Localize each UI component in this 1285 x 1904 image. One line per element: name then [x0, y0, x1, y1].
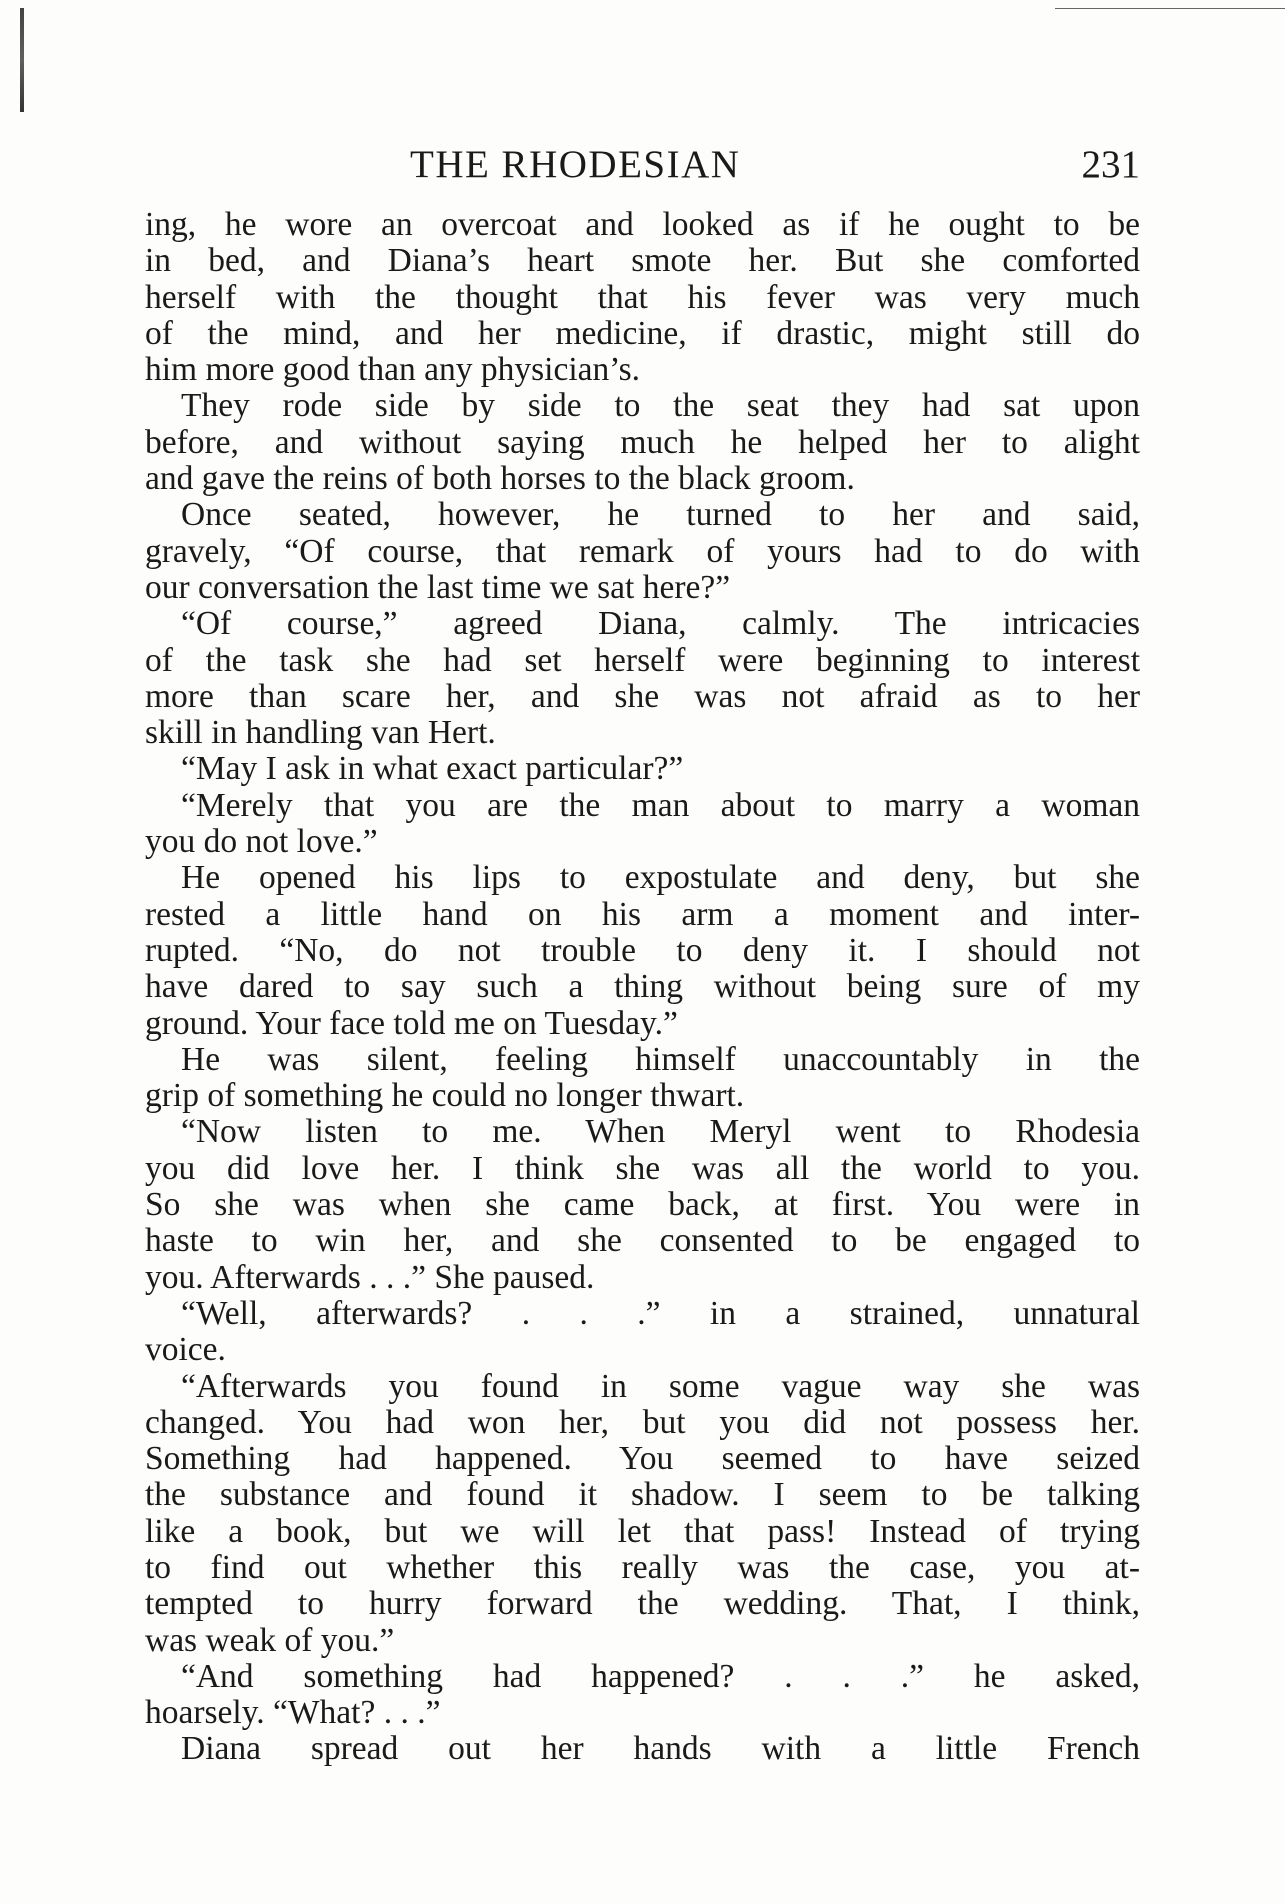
text-line: voice. [145, 1331, 226, 1369]
text-line: rested a little hand on his arm a moment and inter- [145, 895, 1140, 933]
text-line: you do not love.” [145, 823, 378, 861]
text-line: and gave the reins of both horses to the black groom. [145, 460, 855, 498]
text-line: “Afterwards you found in some vague way she was [181, 1367, 1140, 1405]
text-line: grip of something he could no longer thwart. [145, 1077, 745, 1115]
text-line: skill in handling van Hert. [145, 714, 496, 752]
text-line: the substance and found it shadow. I seem to be talking [145, 1476, 1140, 1514]
text-line: Something had happened. You seemed to have seized [145, 1440, 1140, 1478]
text-line: have dared to say such a thing without being sure of my [145, 968, 1140, 1006]
text-line: rupted. “No, do not trouble to deny it. I should not [145, 931, 1140, 969]
text-line: “Of course,” agreed Diana, calmly. The intricacies [181, 605, 1140, 643]
text-line: “Now listen to me. When Meryl went to Rhodesia [181, 1113, 1140, 1151]
scan-binding-edge [20, 8, 24, 112]
text-line: He was silent, feeling himself unaccountably in the [181, 1040, 1140, 1078]
text-line: “And something had happened? . . .” he asked, [181, 1657, 1140, 1695]
text-line: “Well, afterwards? . . .” in a strained, unnatural [181, 1294, 1140, 1332]
text-line: Diana spread out her hands with a little French [181, 1730, 1140, 1768]
text-line: haste to win her, and she consented to be engaged to [145, 1222, 1140, 1260]
page-number: 231 [1081, 143, 1140, 186]
text-line: “Merely that you are the man about to marry a woman [181, 786, 1140, 824]
text-line: So she was when she came back, at first. You were in [145, 1186, 1140, 1224]
body-text [145, 207, 1140, 1768]
text-line: They rode side by side to the seat they had sat upon [181, 387, 1140, 425]
running-title: THE RHODESIAN [410, 143, 741, 186]
text-line: ground. Your face told me on Tuesday.” [145, 1004, 678, 1042]
page-header [140, 140, 1140, 190]
text-line: ing, he wore an overcoat and looked as if he ought to be [145, 206, 1140, 243]
text-line: “May I ask in what exact particular?” [181, 750, 684, 788]
text-line: in bed, and Diana’s heart smote her. But she comforted [145, 242, 1140, 280]
text-line: our conversation the last time we sat here?” [145, 568, 731, 606]
text-line: to find out whether this really was the case, you at- [145, 1548, 1140, 1586]
text-line: was weak of you.” [145, 1621, 395, 1659]
text-line: of the mind, and her medicine, if drastic, might still do [145, 314, 1140, 352]
text-line: you. Afterwards . . .” She paused. [145, 1258, 595, 1296]
text-line: before, and without saying much he helped her to alight [145, 423, 1140, 461]
text-line: tempted to hurry forward the wedding. That, I think, [145, 1585, 1140, 1623]
text-line: like a book, but we will let that pass! Instead of trying [145, 1512, 1140, 1550]
text-line: herself with the thought that his fever was very much [145, 278, 1140, 316]
text-line: him more good than any physician’s. [145, 351, 640, 389]
text-line: you did love her. I think she was all the world to you. [145, 1149, 1140, 1187]
text-line: more than scare her, and she was not afraid as to her [145, 677, 1140, 715]
text-line: Once seated, however, he turned to her and said, [181, 496, 1140, 534]
text-line: gravely, “Of course, that remark of yours had to do with [145, 532, 1140, 570]
scan-top-rule [1055, 8, 1285, 9]
text-line: of the task she had set herself were beginning to interest [145, 641, 1140, 679]
text-line: hoarsely. “What? . . .” [145, 1694, 441, 1732]
text-line: He opened his lips to expostulate and deny, but she [181, 859, 1140, 897]
text-line: changed. You had won her, but you did not possess her. [145, 1403, 1140, 1441]
